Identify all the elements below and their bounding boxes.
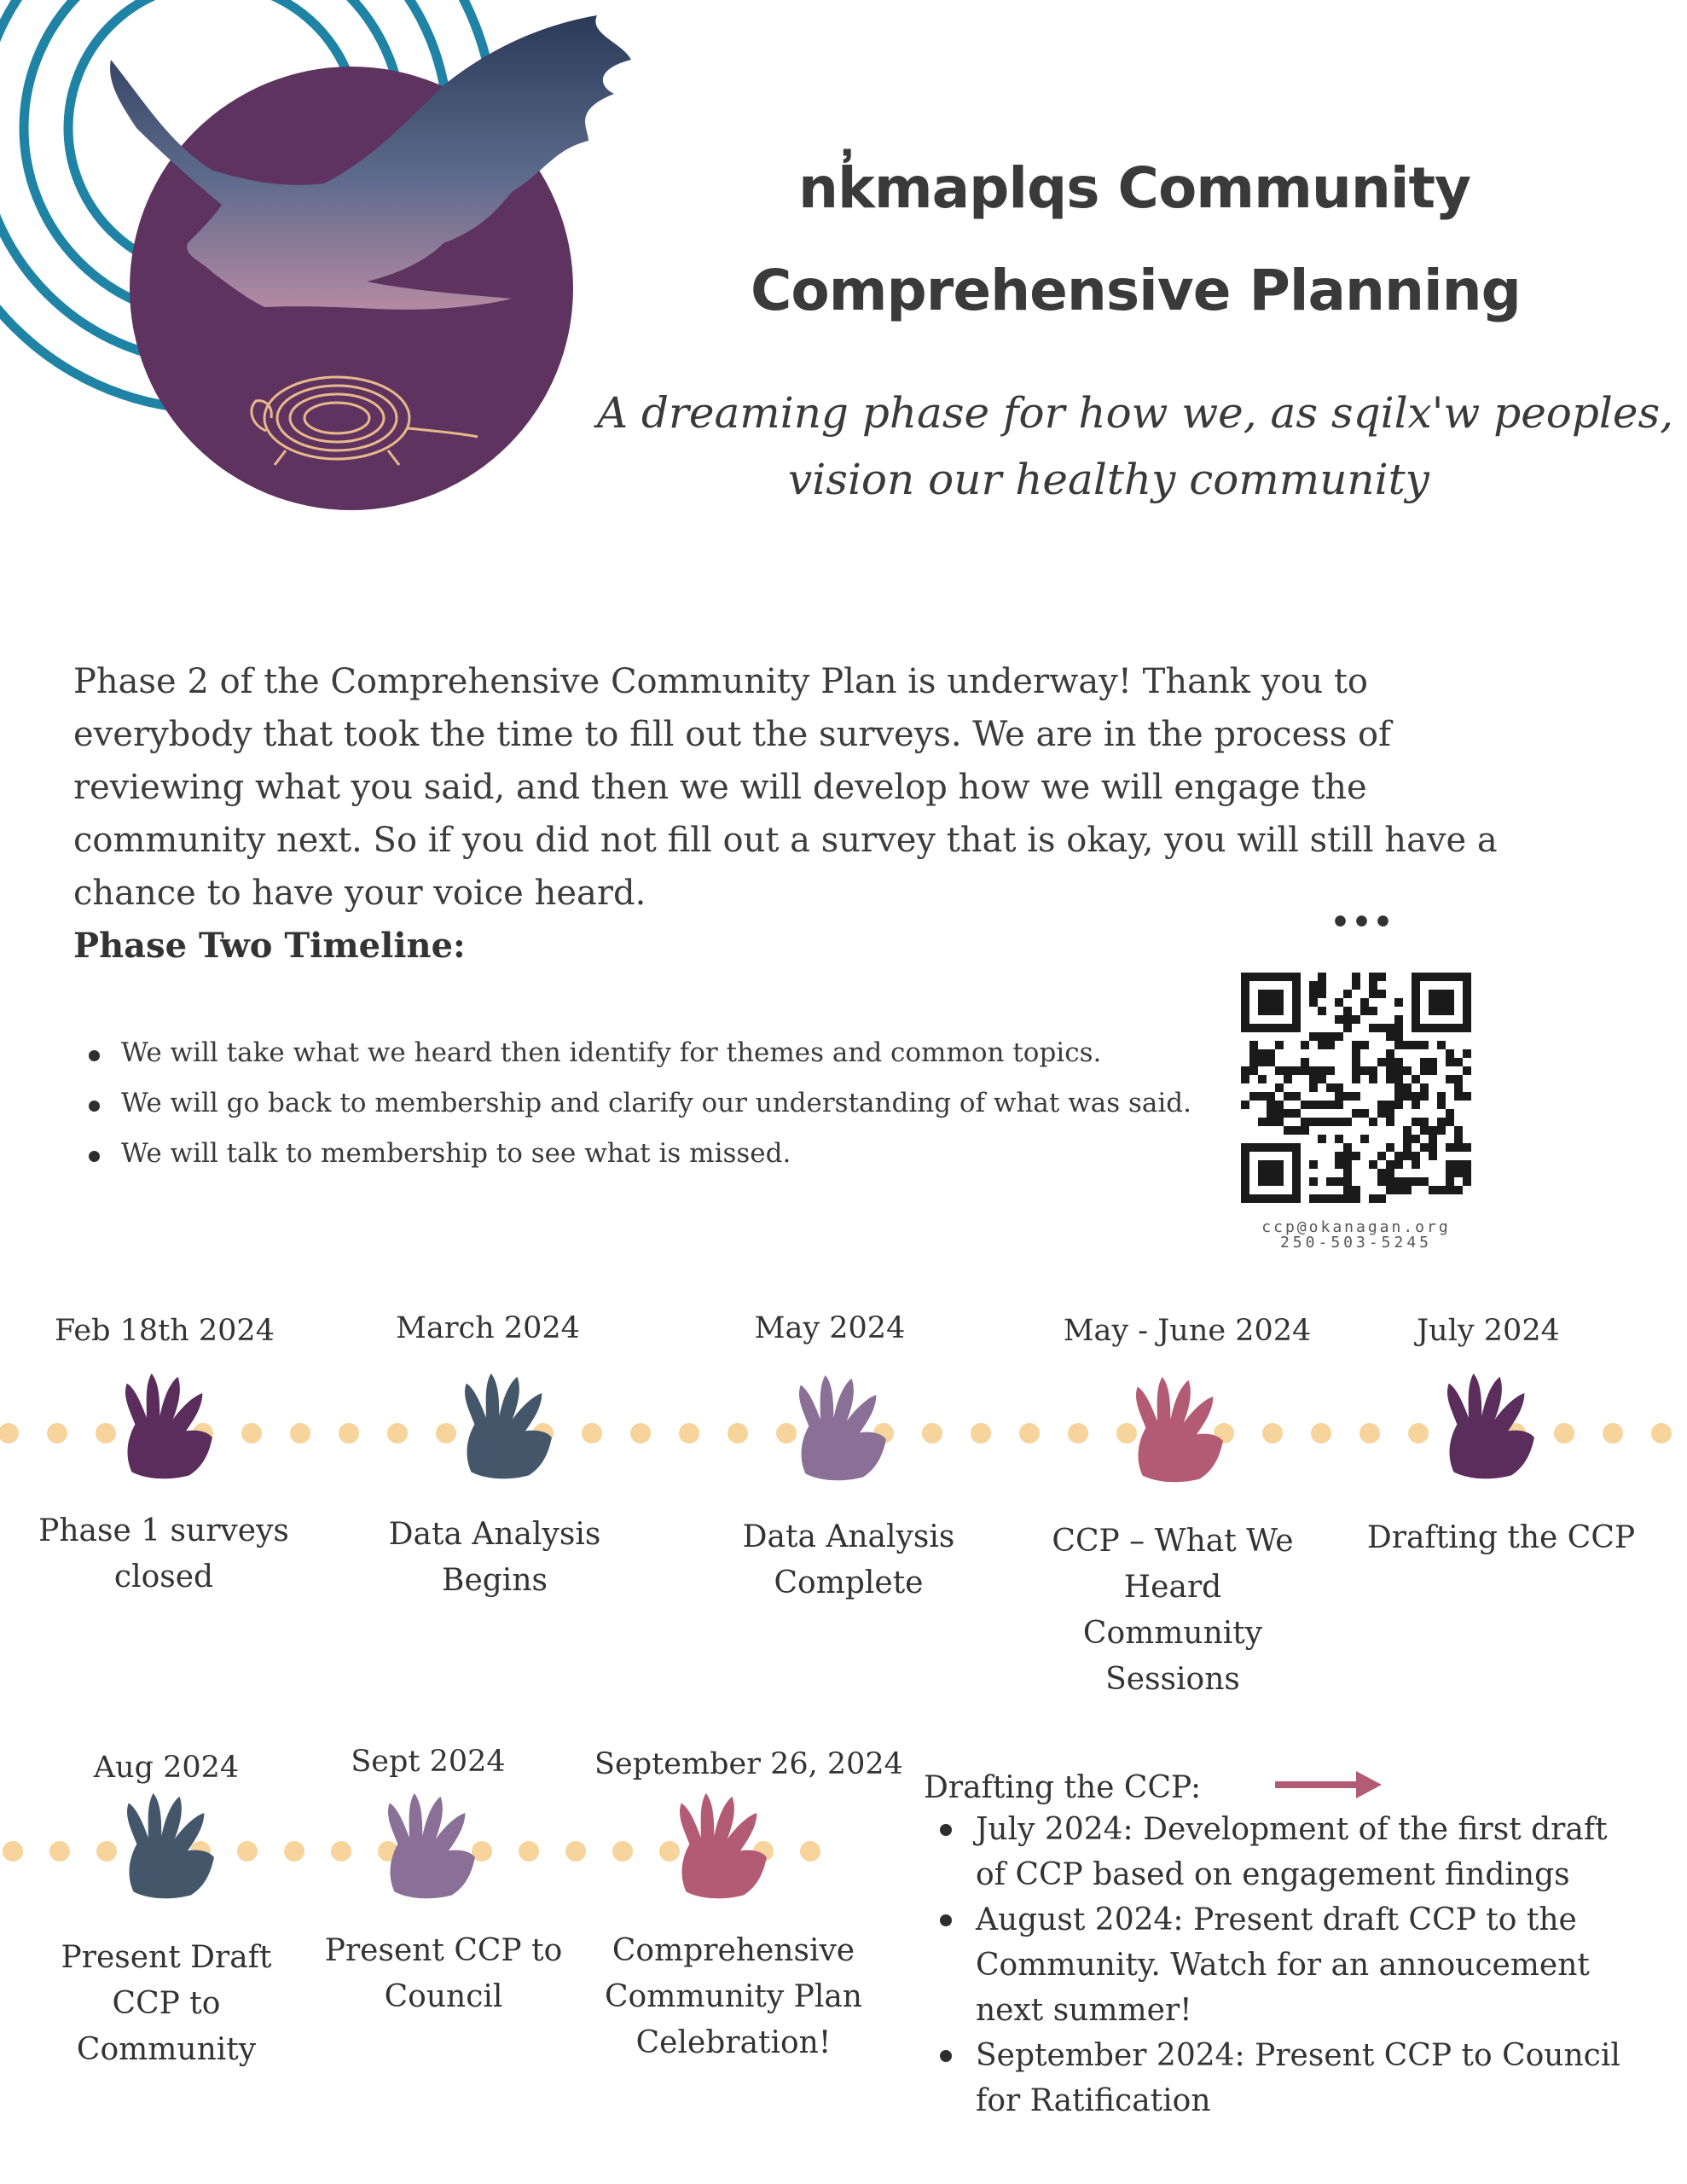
timeline-dot [1651, 1423, 1672, 1443]
timeline-dot [1603, 1423, 1623, 1443]
timeline-dot [1068, 1423, 1088, 1443]
timeline-label: CCP – What We Heard Community Sessions [1052, 1524, 1294, 1697]
hand-print-icon [117, 1792, 219, 1902]
timeline-dot [331, 1841, 351, 1862]
timeline-dot [241, 1423, 262, 1443]
timeline-dot [612, 1841, 633, 1862]
timeline-dot [339, 1423, 359, 1443]
timeline-date: May - June 2024 [1063, 1314, 1312, 1348]
timeline-dot [3, 1841, 23, 1862]
hand-print-icon [378, 1792, 480, 1902]
arrow-right-icon [1275, 1768, 1382, 1802]
hand-print-icon [1437, 1372, 1539, 1483]
timeline-dot [1554, 1423, 1574, 1443]
timeline-dot [436, 1423, 456, 1443]
hand-print-icon [455, 1372, 557, 1483]
hand-print-icon [789, 1374, 891, 1484]
timeline-dot [800, 1841, 820, 1862]
list-item: We will talk to membership to see what is missed. [73, 1129, 1182, 1179]
timeline-date: March 2024 [396, 1311, 580, 1345]
timeline-label: Data Analysis Begins [388, 1517, 601, 1598]
timeline-dot [387, 1423, 408, 1443]
timeline-dot [96, 1423, 116, 1443]
timeline-dot [971, 1423, 991, 1443]
page-title-line1: nk̓maplqs Community [797, 155, 1471, 221]
timeline-dot [237, 1841, 258, 1862]
phase-two-heading: Phase Two Timeline: [73, 926, 466, 966]
timeline-date: July 2024 [1417, 1314, 1560, 1348]
subtitle-line1: A dreaming phase for how we, as sqilx'w peoples, [597, 388, 1674, 438]
hand-print-icon [1126, 1375, 1228, 1486]
more-dots-icon: ••• [1330, 904, 1395, 940]
subtitle-line2: vision our healthy community [788, 455, 1429, 504]
timeline-dot [290, 1423, 310, 1443]
timeline-date: Aug 2024 [93, 1751, 240, 1785]
timeline-date: Feb 18th 2024 [55, 1314, 275, 1348]
timeline-dot [1408, 1423, 1429, 1443]
timeline-dot [1311, 1423, 1331, 1443]
list-item: July 2024: Development of the first draft of CCP based on engagement findings [936, 1807, 1636, 1897]
drafting-list [936, 1807, 1636, 2123]
timeline-dot [284, 1841, 304, 1862]
intro-paragraph: Phase 2 of the Comprehensive Community Plan is underway! Thank you to everybody that took the time to fill out the surveys. We are in the process of reviewing what you said, and then we will develop how we will engage the community next. So if you did not fill out a survey that is okay, you will still have a chance to have your voice heard. [73, 662, 1498, 913]
list-item: September 2024: Present CCP to Council for Ratification [936, 2033, 1636, 2123]
timeline-dot [728, 1423, 748, 1443]
timeline-dot [1262, 1423, 1283, 1443]
timeline-dot [1359, 1423, 1380, 1443]
timeline-label: Comprehensive Community Plan Celebration! [604, 1933, 862, 2060]
timeline-label: Present Draft CCP to Community [61, 1940, 272, 2067]
timeline-dot [679, 1423, 699, 1443]
timeline-date: September 26, 2024 [594, 1747, 903, 1781]
list-item: We will go back to membership and clarify our understanding of what was said. [73, 1078, 1182, 1129]
timeline-dot [1019, 1423, 1040, 1443]
timeline-dot [519, 1841, 539, 1862]
phase-two-bullets [73, 1028, 1191, 1179]
hand-print-icon [670, 1792, 772, 1902]
timeline-dot [565, 1841, 586, 1862]
page-title-line2: Comprehensive Planning [751, 258, 1521, 323]
qr-code[interactable] [1241, 973, 1471, 1203]
hand-print-icon [115, 1372, 217, 1483]
timeline-dot [582, 1423, 602, 1443]
timeline-label: Drafting the CCP [1366, 1520, 1636, 1555]
list-item: August 2024: Present draft CCP to the Community. Watch for an annoucement next summer! [936, 1897, 1636, 2033]
timeline-dot [630, 1423, 651, 1443]
drafting-title: Drafting the CCP: [924, 1770, 1202, 1805]
timeline-date: May 2024 [754, 1311, 906, 1345]
timeline-label: Data Analysis Complete [742, 1519, 955, 1600]
timeline-dot [0, 1423, 19, 1443]
timeline-dot [922, 1423, 942, 1443]
timeline-dot [96, 1841, 117, 1862]
timeline-date: Sept 2024 [351, 1745, 506, 1779]
contact-email[interactable]: ccp@okanagan.org [1261, 1218, 1451, 1236]
timeline-label: Phase 1 surveys closed [38, 1513, 289, 1594]
eagle-turtle-logo [0, 0, 665, 529]
timeline-label: Present CCP to Council [324, 1933, 563, 2014]
timeline-dot [47, 1423, 67, 1443]
contact-phone: 250-503-5245 [1279, 1234, 1433, 1252]
timeline-dot [49, 1841, 70, 1862]
list-item: We will take what we heard then identify for themes and common topics. [73, 1028, 1182, 1078]
